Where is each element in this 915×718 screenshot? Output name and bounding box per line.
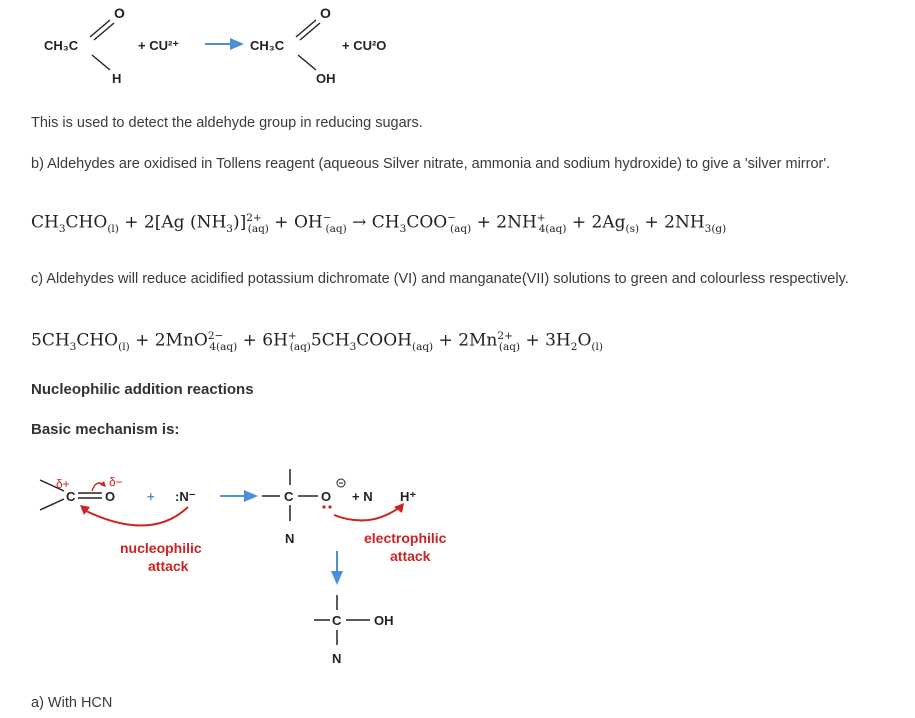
- electrophilic-attack-arrow-icon: [334, 507, 400, 520]
- product-formula: CH₃C: [250, 38, 285, 53]
- plus-nitrogen: + N: [352, 489, 373, 504]
- reagent-copper: + CU²⁺: [138, 38, 180, 53]
- plus-sign-1: +: [147, 489, 155, 504]
- equation-tollens: $CH_3CHO_{(l)} + 2[Ag$ $(NH_3)]^{2+}_{(aq)} + OH^-_{(aq)} \to CH_3COO^-_{(aq)} + 2NH^+_{4(aq)} + 2Ag_{(s)} + 2NH_{3(g)}$: [31, 212, 727, 236]
- delta-minus: δ−: [109, 475, 123, 489]
- carbonyl-carbon: C: [66, 489, 76, 504]
- intermediate-oxygen: O: [321, 489, 332, 504]
- reactant-hydrogen: H: [112, 71, 122, 86]
- product-hydroxyl-group: OH: [374, 613, 394, 628]
- paragraph-tollens: b) Aldehydes are oxidised in Tollens reagent (aqueous Silver nitrate, ammonia and sodium hydroxide) to give a 'silver mirror'.: [31, 156, 831, 172]
- intermediate-nitrogen: N: [285, 531, 295, 546]
- nucleophilic-attack-arrow-icon: [82, 507, 188, 526]
- mechanism-diagram: [0, 455, 520, 675]
- product-carbon: C: [332, 613, 342, 628]
- nucleophilic-label-line1: nucleophilic: [120, 540, 202, 556]
- reaction-arrow-2-icon: [220, 490, 258, 502]
- heading-nucleophilic-addition: Nucleophilic addition reactions: [31, 381, 254, 398]
- electrophilic-label-line2: attack: [390, 548, 431, 564]
- nucleophilic-label-line2: attack: [148, 558, 189, 574]
- carbonyl-oxygen: O: [105, 489, 116, 504]
- paragraph-sugars: This is used to detect the aldehyde group in reducing sugars.: [31, 115, 423, 131]
- equation-manganate: $5CH_3CHO_{(l)} + 2MnO^{2-}_{4(aq)}$ + $6H^+_{(aq)}5CH_3COOH_{(aq)} + 2Mn^{2+}_{(aq)} + 3H_2O_{(l)}$: [31, 330, 603, 354]
- intermediate-carbon: C: [284, 489, 294, 504]
- heading-basic-mechanism: Basic mechanism is:: [31, 421, 180, 438]
- byproduct: + CU²O: [342, 38, 387, 53]
- down-arrow-icon: [331, 551, 343, 585]
- reaction-arrow-icon: [205, 38, 244, 50]
- reaction-1-scheme: [0, 0, 460, 100]
- paragraph-dichromate: c) Aldehydes will reduce acidified potassium dichromate (VI) and manganate(VII) solutions to green and colourless respectively.: [31, 271, 849, 287]
- product-hydroxyl: OH: [316, 71, 336, 86]
- reactant-oxygen: O: [114, 5, 125, 21]
- nucleophile: :N⁻: [175, 489, 196, 504]
- electrophilic-label-line1: electrophilic: [364, 530, 447, 546]
- delta-plus: δ+: [56, 477, 70, 491]
- product-nitrogen: N: [332, 651, 342, 666]
- product-oxygen: O: [320, 5, 331, 21]
- proton: H⁺: [400, 489, 417, 504]
- subheading-hcn: a) With HCN: [31, 695, 113, 711]
- reactant-formula: CH₃C: [44, 38, 79, 53]
